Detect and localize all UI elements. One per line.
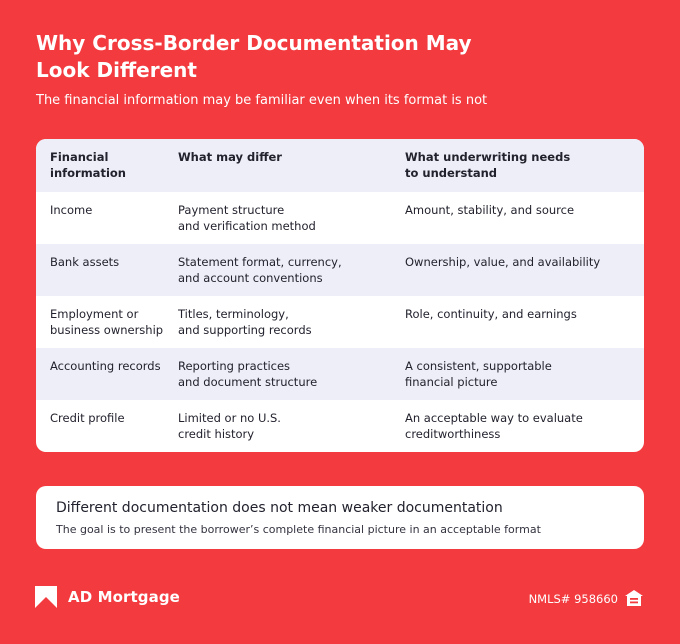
table-row	[36, 400, 644, 452]
brand-logo	[35, 586, 180, 608]
ad-mortgage-logo-icon	[35, 586, 57, 608]
table-row	[36, 244, 644, 296]
column-header-underwriting-needs: What underwriting needs to understand	[405, 150, 571, 180]
table-row	[36, 192, 644, 244]
table-header-row	[36, 139, 644, 192]
table-cell: A consistent, supportable financial picture	[405, 359, 552, 389]
table-cell: Amount, stability, and source	[405, 203, 575, 217]
page-title: Why Cross-Border Documentation May Look Different	[36, 31, 472, 82]
table-cell: Titles, terminology, and supporting records	[178, 307, 312, 337]
table-cell: Role, continuity, and earnings	[405, 307, 577, 321]
table-cell: Payment structure and verification method	[178, 203, 316, 233]
table-cell: An acceptable way to evaluate creditworthiness	[405, 411, 583, 441]
table-cell: Statement format, currency, and account conventions	[178, 255, 342, 285]
table-cell: Income	[50, 203, 93, 217]
table-cell: Bank assets	[50, 255, 120, 269]
table-cell: Ownership, value, and availability	[405, 255, 601, 269]
table-cell: Credit profile	[50, 411, 125, 425]
column-header-what-may-differ: What may differ	[178, 150, 282, 164]
brand-name: AD Mortgage	[68, 588, 180, 606]
nmls-number: NMLS# 958660	[528, 592, 618, 606]
table-row	[36, 348, 644, 400]
comparison-table	[36, 139, 644, 452]
table-cell: Limited or no U.S. credit history	[178, 411, 281, 441]
table-row	[36, 296, 644, 348]
callout-title: Different documentation does not mean weaker documentation	[56, 500, 503, 516]
callout-text: The goal is to present the borrower’s complete financial picture in an acceptable format	[56, 523, 541, 536]
table-cell: Reporting practices and document structure	[178, 359, 318, 389]
page-subtitle: The financial information may be familiar even when its format is not	[36, 93, 488, 108]
table-cell: Employment or business ownership	[50, 307, 164, 337]
table-cell: Accounting records	[50, 359, 161, 373]
equal-housing-icon	[625, 590, 643, 606]
column-header-financial-information: Financial information	[50, 150, 126, 180]
key-message-callout	[36, 486, 644, 549]
